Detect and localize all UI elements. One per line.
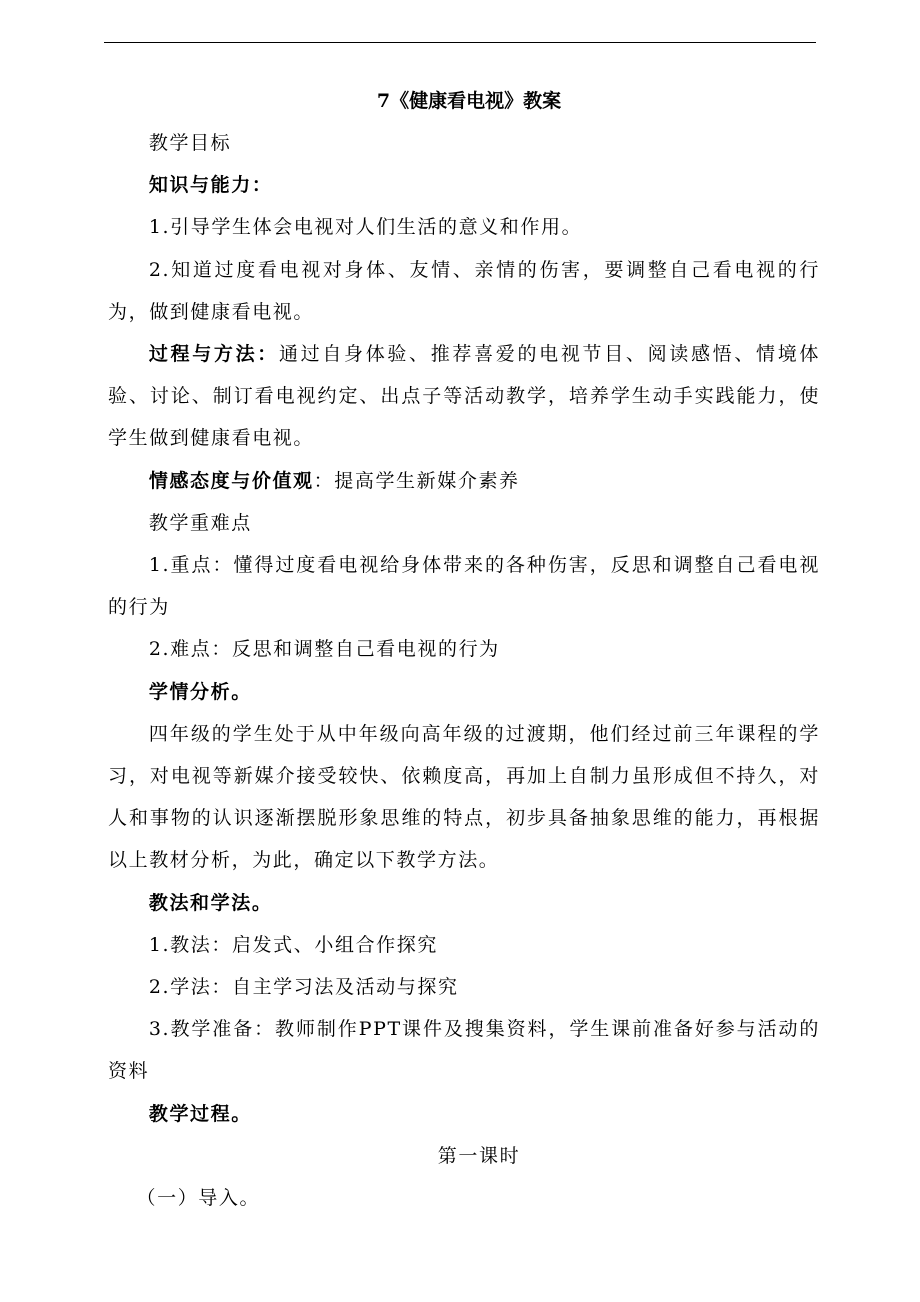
document-title: 7《健康看电视》教案: [376, 90, 562, 112]
method-1: 1.教法：启发式、小组合作探究: [148, 933, 438, 956]
knowledge-heading: 知识与能力：: [148, 174, 273, 197]
emotion-label: 情感态度与价值观: [148, 469, 314, 492]
emotion-text: ：提高学生新媒介素养: [313, 469, 520, 492]
analysis-heading: 学情分析。: [148, 680, 252, 703]
teaching-process-heading: 教学过程。: [148, 1102, 252, 1125]
knowledge-item-2: 2.知道过度看电视对身体、友情、亲情的伤害，要调整自己看电视的行为，做到健康看电视。: [108, 258, 820, 323]
analysis-paragraph: 四年级的学生处于从中年级向高年级的过渡期，他们经过前三年课程的学习，对电视等新媒介接受较快、依赖度高，再加上自制力虽形成但不持久，对人和事物的认识逐渐摆脱形象思维的特点，初步具备抽象思维的能力，再根据以上教材分析，为此，确定以下教学方法。: [108, 722, 820, 872]
emotion-paragraph: [108, 460, 820, 502]
key-point-1: 1.重点：懂得过度看电视给身体带来的各种伤害，反思和调整自己看电视的行为: [108, 554, 820, 619]
process-method-paragraph: [108, 333, 820, 460]
lesson-label: 第一课时: [437, 1144, 521, 1167]
method-3: 3.教学准备：教师制作PPT课件及搜集资料，学生课前准备好参与活动的资料: [108, 1018, 820, 1083]
key-points-heading: 教学重难点: [148, 511, 252, 534]
section-1-heading: （一）导入。: [136, 1187, 261, 1210]
objectives-heading: 教学目标: [148, 132, 232, 154]
document-body: [108, 80, 820, 1219]
methods-heading: 教法和学法。: [148, 891, 273, 914]
process-method-label: 过程与方法：: [148, 343, 279, 366]
key-point-2: 2.难点：反思和调整自己看电视的行为: [148, 638, 500, 661]
method-2: 2.学法：自主学习法及活动与探究: [148, 976, 459, 999]
knowledge-item-1: 1.引导学生体会电视对人们生活的意义和作用。: [148, 216, 583, 239]
process-method-text: 通过自身体验、推荐喜爱的电视节目、阅读感悟、情境体验、讨论、制订看电视约定、出点子等活动教学，培养学生动手实践能力，使学生做到健康看电视。: [108, 343, 820, 450]
header-rule: [104, 42, 816, 43]
